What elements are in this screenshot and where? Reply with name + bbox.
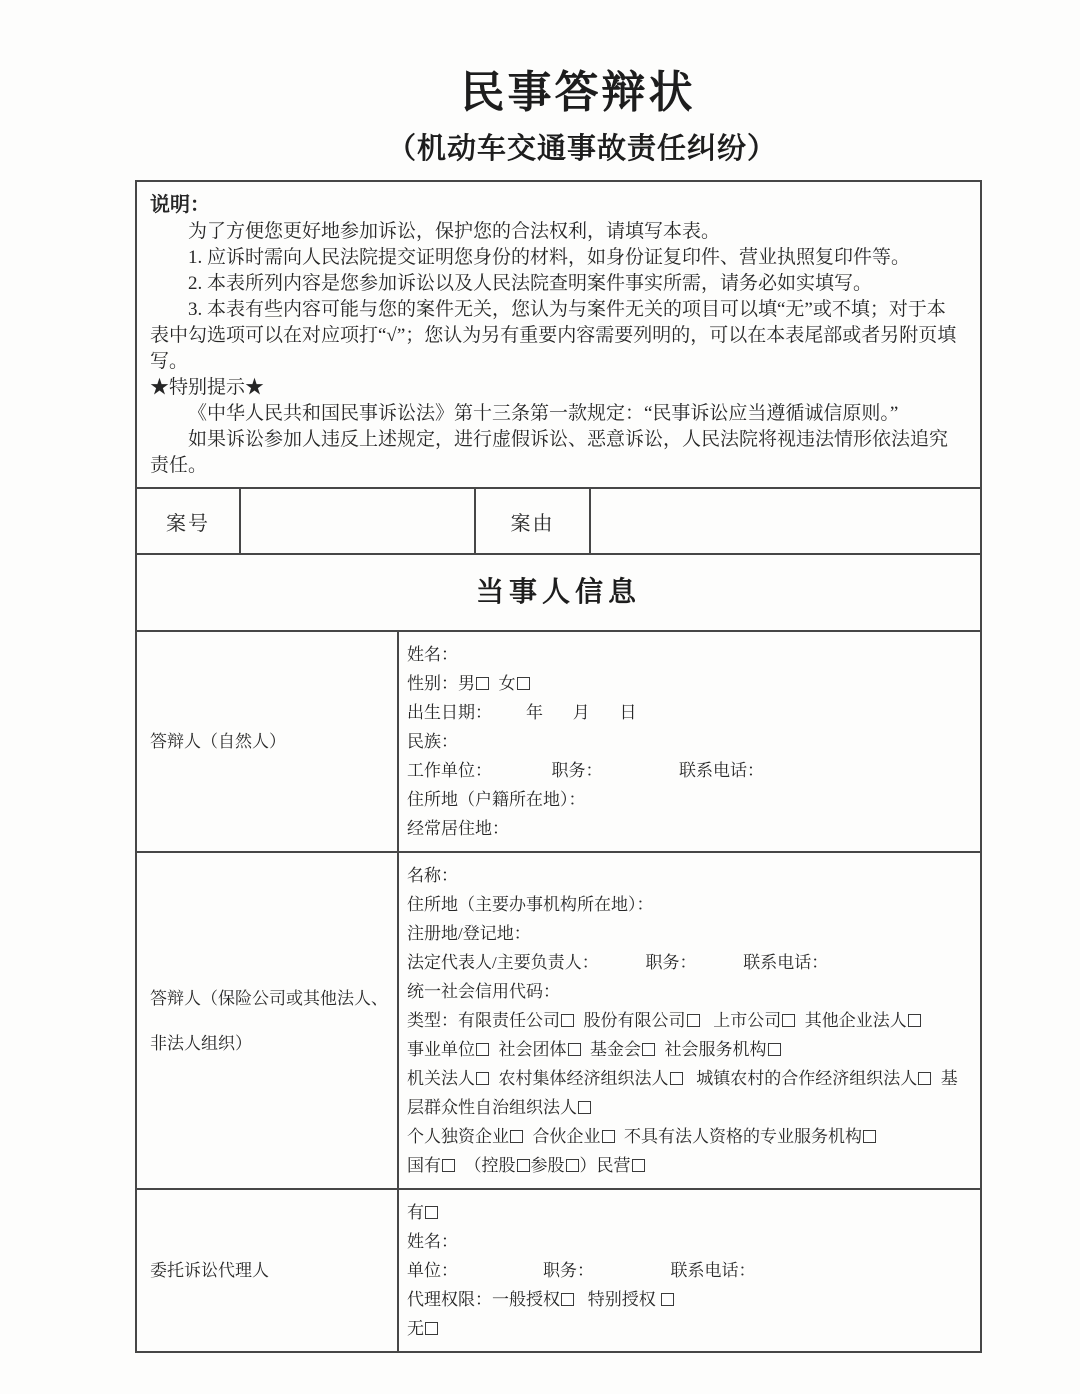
checkbox-icon[interactable] xyxy=(566,1159,579,1172)
checkbox-icon[interactable] xyxy=(782,1014,795,1027)
form-line: 法定代表人/主要负责人： 职务： 联系电话： xyxy=(407,953,829,972)
form-line: 有 xyxy=(407,1198,970,1227)
instruction-line: 2. 本表所列内容是您参加诉讼以及人民法院查明案件事实所需，请务必如实填写。 xyxy=(188,273,873,294)
checkbox-icon[interactable] xyxy=(863,1130,876,1143)
checkbox-icon[interactable] xyxy=(908,1014,921,1027)
case-number-value[interactable] xyxy=(241,489,476,553)
case-cause-value[interactable] xyxy=(591,489,980,553)
checkbox-icon[interactable] xyxy=(425,1322,438,1335)
case-cause-label: 案由 xyxy=(476,489,591,553)
instruction-line: 1. 应诉时需向人民法院提交证明您身份的材料，如身份证复印件、营业执照复印件等。 xyxy=(188,247,911,268)
party-row-content xyxy=(399,1190,980,1351)
form-line: 民族： xyxy=(407,732,458,751)
form-line: 个人独资企业 合伙企业 不具有法人资格的专业服务机构 xyxy=(407,1122,970,1151)
instruction-line: 为了方便您更好地参加诉讼，保护您的合法权利，请填写本表。 xyxy=(188,221,721,242)
form-line: 事业单位 社会团体 基金会 社会服务机构 xyxy=(407,1035,970,1064)
checkbox-icon[interactable] xyxy=(561,1014,574,1027)
form-line: 经常居住地： xyxy=(407,819,509,838)
checkbox-icon[interactable] xyxy=(510,1130,523,1143)
form-line: 机关法人 农村集体经济组织法人 城镇农村的合作经济组织法人 基层群众性自治组织法人 xyxy=(407,1069,958,1117)
party-row-label: 答辩人（自然人） xyxy=(137,632,399,851)
checkbox-icon[interactable] xyxy=(661,1293,674,1306)
instructions-box xyxy=(137,182,980,489)
form-line: 性别：男 女 xyxy=(407,669,970,698)
form-line: 住所地（户籍所在地）： xyxy=(407,790,586,809)
party-row xyxy=(137,853,980,1190)
form-line: 工作单位： 职务： 联系电话： xyxy=(407,761,764,780)
checkbox-icon[interactable] xyxy=(476,1072,489,1085)
party-row-content xyxy=(399,853,980,1188)
instructions-heading: 说明： xyxy=(150,194,210,216)
checkbox-icon[interactable] xyxy=(425,1206,438,1219)
party-row xyxy=(137,1190,980,1351)
form-line: 类型：有限责任公司 股份有限公司 上市公司 其他企业法人 xyxy=(407,1006,970,1035)
party-rows xyxy=(137,632,980,1351)
checkbox-icon[interactable] xyxy=(517,1159,530,1172)
checkbox-icon[interactable] xyxy=(568,1043,581,1056)
checkbox-icon[interactable] xyxy=(517,677,530,690)
instructions-body xyxy=(150,219,964,479)
case-number-label: 案号 xyxy=(137,489,241,553)
checkbox-icon[interactable] xyxy=(632,1159,645,1172)
instruction-line: ★特别提示★ xyxy=(150,377,265,398)
party-row xyxy=(137,632,980,853)
checkbox-icon[interactable] xyxy=(918,1072,931,1085)
instruction-line: 3. 本表有些内容可能与您的案件无关，您认为与案件无关的项目可以填“无”或不填；对于本表中勾选项可以在对应项打“√”；您认为另有重要内容需要列明的，可以在本表尾部或者另附页填写。 xyxy=(150,299,957,372)
form-line: 姓名： xyxy=(407,1232,458,1251)
form-line: 国有 （控股 参股 ）民营 xyxy=(407,1151,970,1180)
party-row-label: 答辩人（保险公司或其他法人、非法人组织） xyxy=(137,853,399,1188)
checkbox-icon[interactable] xyxy=(768,1043,781,1056)
checkbox-icon[interactable] xyxy=(476,1043,489,1056)
form-line: 名称： xyxy=(407,866,458,885)
form-line: 单位： 职务： 联系电话： xyxy=(407,1261,756,1280)
checkbox-icon[interactable] xyxy=(687,1014,700,1027)
form-table xyxy=(135,180,982,1353)
form-line: 代理权限：一般授权 特别授权 xyxy=(407,1285,970,1314)
instruction-line: 《中华人民共和国民事诉讼法》第十三条第一款规定：“民事诉讼应当遵循诚信原则。” xyxy=(188,403,899,424)
party-info-header: 当事人信息 xyxy=(137,555,980,632)
instruction-line: 如果诉讼参加人违反上述规定，进行虚假诉讼、恶意诉讼，人民法院将视违法情形依法追究责任。 xyxy=(150,429,949,476)
checkbox-icon[interactable] xyxy=(442,1159,455,1172)
checkbox-icon[interactable] xyxy=(561,1293,574,1306)
form-line: 出生日期： 年 月 日 xyxy=(407,703,637,722)
checkbox-icon[interactable] xyxy=(670,1072,683,1085)
checkbox-icon[interactable] xyxy=(602,1130,615,1143)
form-line: 姓名： xyxy=(407,645,458,664)
form-line: 住所地（主要办事机构所在地）： xyxy=(407,895,654,914)
party-row-content xyxy=(399,632,980,851)
doc-title: 民事答辩状 xyxy=(460,68,696,117)
form-line: 统一社会信用代码： xyxy=(407,982,560,1001)
party-row-label: 委托诉讼代理人 xyxy=(137,1190,399,1351)
form-line: 注册地/登记地： xyxy=(407,924,531,943)
form-line: 无 xyxy=(407,1314,970,1343)
checkbox-icon[interactable] xyxy=(476,677,489,690)
checkbox-icon[interactable] xyxy=(578,1101,591,1114)
doc-subtitle: （机动车交通事故责任纠纷） xyxy=(386,133,777,165)
case-row xyxy=(137,489,980,555)
checkbox-icon[interactable] xyxy=(642,1043,655,1056)
